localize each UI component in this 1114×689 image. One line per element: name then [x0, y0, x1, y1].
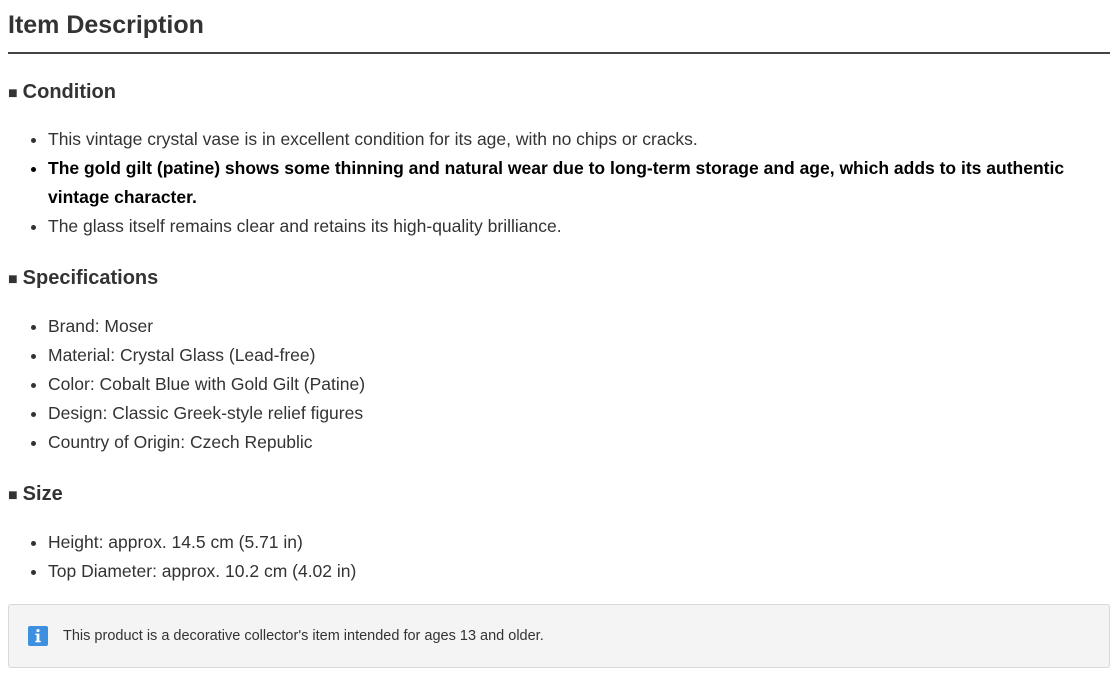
size-list [8, 528, 1110, 586]
condition-item: • The glass itself remains clear and retains its high-quality brilliance. [48, 212, 1110, 241]
spec-item-material: • Material: Crystal Glass (Lead-free) [48, 341, 1110, 370]
page-title: Item Description [8, 11, 204, 39]
condition-heading [8, 80, 116, 106]
specifications-heading [8, 266, 158, 292]
spec-item-brand: • Brand: Moser [48, 312, 1110, 341]
condition-item: • This vintage crystal vase is in excellent condition for its age, with no chips or cracks. [48, 125, 1110, 154]
condition-list [8, 125, 1110, 241]
size-heading [8, 482, 63, 508]
specifications-list [8, 312, 1110, 457]
title-divider [8, 52, 1110, 54]
size-item-diameter: • Top Diameter: approx. 10.2 cm (4.02 in) [48, 557, 1110, 586]
age-notice-box [8, 604, 1110, 668]
condition-item-emphasized: • The gold gilt (patine) shows some thinning and natural wear due to long-term storage and age, which adds to its authentic vintage character. [48, 154, 1110, 212]
square-bullet-icon: ■ [8, 85, 18, 102]
condition-heading-label: Condition [22, 81, 116, 103]
info-icon [28, 626, 48, 646]
spec-item-origin: • Country of Origin: Czech Republic [48, 428, 1110, 457]
specifications-heading-label: Specifications [22, 267, 159, 289]
spec-item-color: • Color: Cobalt Blue with Gold Gilt (Patine) [48, 370, 1110, 399]
size-item-height: • Height: approx. 14.5 cm (5.71 in) [48, 528, 1110, 557]
square-bullet-icon: ■ [8, 487, 18, 504]
size-heading-label: Size [22, 483, 63, 505]
age-notice-text: This product is a decorative collector's item intended for ages 13 and older. [63, 628, 544, 644]
square-bullet-icon: ■ [8, 271, 18, 288]
spec-item-design: • Design: Classic Greek-style relief figures [48, 399, 1110, 428]
